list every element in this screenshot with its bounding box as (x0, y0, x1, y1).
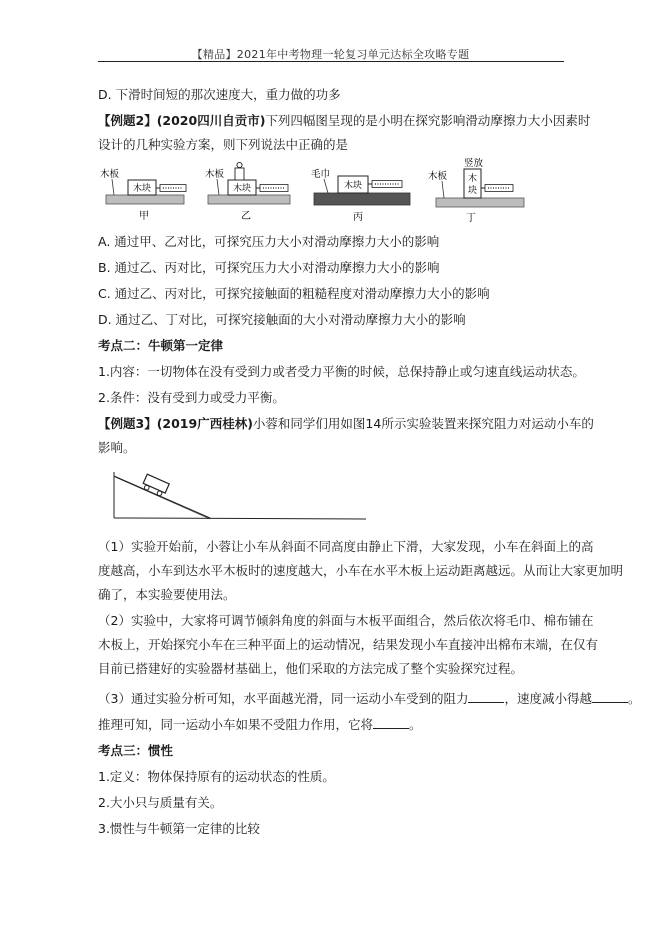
answer-blank-1[interactable] (468, 691, 504, 703)
question-3-text-d: 推理可知，同一运动小车如果不受阻力作用，它将 (98, 717, 374, 732)
question-3-line-2 (98, 717, 566, 733)
option-b: B. 通过乙、丙对比，可探究压力大小对滑动摩擦力大小的影响 (98, 260, 440, 275)
panel-yi-caption: 乙 (241, 211, 251, 222)
panel-ding-note: 竖放 (464, 158, 484, 169)
example-3-text: 小蓉和同学们用如图14所示实验装置来探究阻力对运动小车的 (252, 416, 594, 431)
question-1-line-3: 确了，本实验要使用法。 (98, 587, 236, 602)
answer-blank-3[interactable] (373, 717, 409, 729)
panel-jia (100, 168, 186, 222)
question-3-text-b: ，速度减小得越 (504, 691, 592, 706)
example-2-text: 下列四幅图呈现的是小明在探究影响滑动摩擦力大小因素时 (265, 113, 591, 128)
panel-jia-surface-label: 木板 (100, 169, 120, 180)
panel-bing-surface-label: 毛巾 (311, 169, 331, 180)
board-yi (208, 195, 290, 204)
question-1-line-1: （1）实验开始前，小蓉让小车从斜面不同高度由静止下滑，大家发现，小车在斜面上的高 (98, 539, 594, 554)
example-3-tag: 【例题3】 (98, 416, 157, 431)
horizontal-board (114, 518, 366, 519)
kaodian-2-title: 考点二：牛顿第一定律 (98, 338, 224, 353)
board-jia (106, 195, 184, 204)
panel-jia-caption: 甲 (139, 211, 149, 222)
panel-ding (428, 158, 524, 224)
question-3-line-1 (98, 691, 641, 707)
question-3-text-e: 。 (409, 717, 422, 732)
question-2-line-2: 木板上，开始探究小车在三种平面上的运动情况，结果发现小车直接冲出棉布末端，在仅有 (98, 637, 599, 652)
question-3-text-a: （3）通过实验分析可知，水平面越光滑，同一运动小车受到的阻力 (98, 691, 469, 706)
answer-blank-2[interactable] (592, 691, 628, 703)
towel-bing (314, 193, 410, 205)
kaodian-3-title: 考点三：惯性 (98, 743, 174, 758)
svg-text:块: 块 (467, 186, 478, 196)
header-rule (98, 61, 564, 62)
svg-text:木: 木 (467, 174, 478, 184)
example-2-text-2: 设计的几种实验方案，则下列说法中正确的是 (98, 137, 349, 152)
board-ding (436, 198, 524, 207)
question-2-line-3: 目前已搭建好的实验器材基础上，他们采取的方法完成了整个实验探究过程。 (98, 661, 524, 676)
example-2-intro (98, 113, 591, 129)
page-header: 【精品】2021年中考物理一轮复习单元达标全攻略专题 (191, 48, 470, 61)
panel-yi (205, 162, 290, 222)
friction-experiment-figure (98, 158, 528, 228)
panel-bing-caption: 丙 (353, 212, 363, 223)
example-3-source: (2019广西桂林) (156, 416, 253, 431)
panel-yi-block-label: 木块 (232, 184, 252, 194)
kaodian-3-item-3: 3.惯性与牛顿第一定律的比较 (98, 821, 260, 836)
example-2-tag: 【例题2】 (98, 113, 157, 128)
question-3-text-c: 。 (627, 691, 641, 706)
panel-ding-surface-label: 木板 (428, 171, 448, 182)
question-1-line-2: 度越高，小车到达水平木板时的速度越大，小车在水平木板上运动距离越远。从而让大家更加明 (98, 563, 624, 578)
question-2-line-1: （2）实验中，大家将可调节倾斜角度的斜面与木板平面组合，然后依次将毛巾、棉布铺在 (98, 613, 594, 628)
option-c: C. 通过乙、丙对比，可探究接触面的粗糙程度对滑动摩擦力大小的影响 (98, 286, 490, 301)
kaodian-2-item-2: 2.条件：没有受到力或受力平衡。 (98, 390, 285, 405)
incline-cart-figure (106, 466, 371, 526)
option-d: D. 通过乙、丁对比，可探究接触面的大小对滑动摩擦力大小的影响 (98, 312, 466, 327)
panel-yi-surface-label: 木板 (205, 169, 225, 180)
panel-jia-block-label: 木块 (132, 184, 152, 194)
panel-bing-block-label: 木块 (343, 181, 363, 191)
option-d-prev: D. 下滑时间短的那次速度大，重力做的功多 (98, 87, 341, 102)
example-3-text-2: 影响。 (98, 440, 136, 455)
option-a: A. 通过甲、乙对比，可探究压力大小对滑动摩擦力大小的影响 (98, 234, 440, 249)
panel-bing (311, 168, 410, 223)
weight-yi (235, 168, 244, 180)
kaodian-3-item-1: 1.定义：物体保持原有的运动状态的性质。 (98, 769, 335, 784)
panel-ding-caption: 丁 (466, 213, 476, 224)
example-3-intro (98, 416, 594, 432)
example-2-source: (2020四川自贡市) (156, 113, 266, 128)
kaodian-2-item-1: 1.内容：一切物体在没有受到力或者受力平衡的时候，总保持静止或匀速直线运动状态。 (98, 364, 585, 379)
kaodian-3-item-2: 2.大小只与质量有关。 (98, 795, 223, 810)
